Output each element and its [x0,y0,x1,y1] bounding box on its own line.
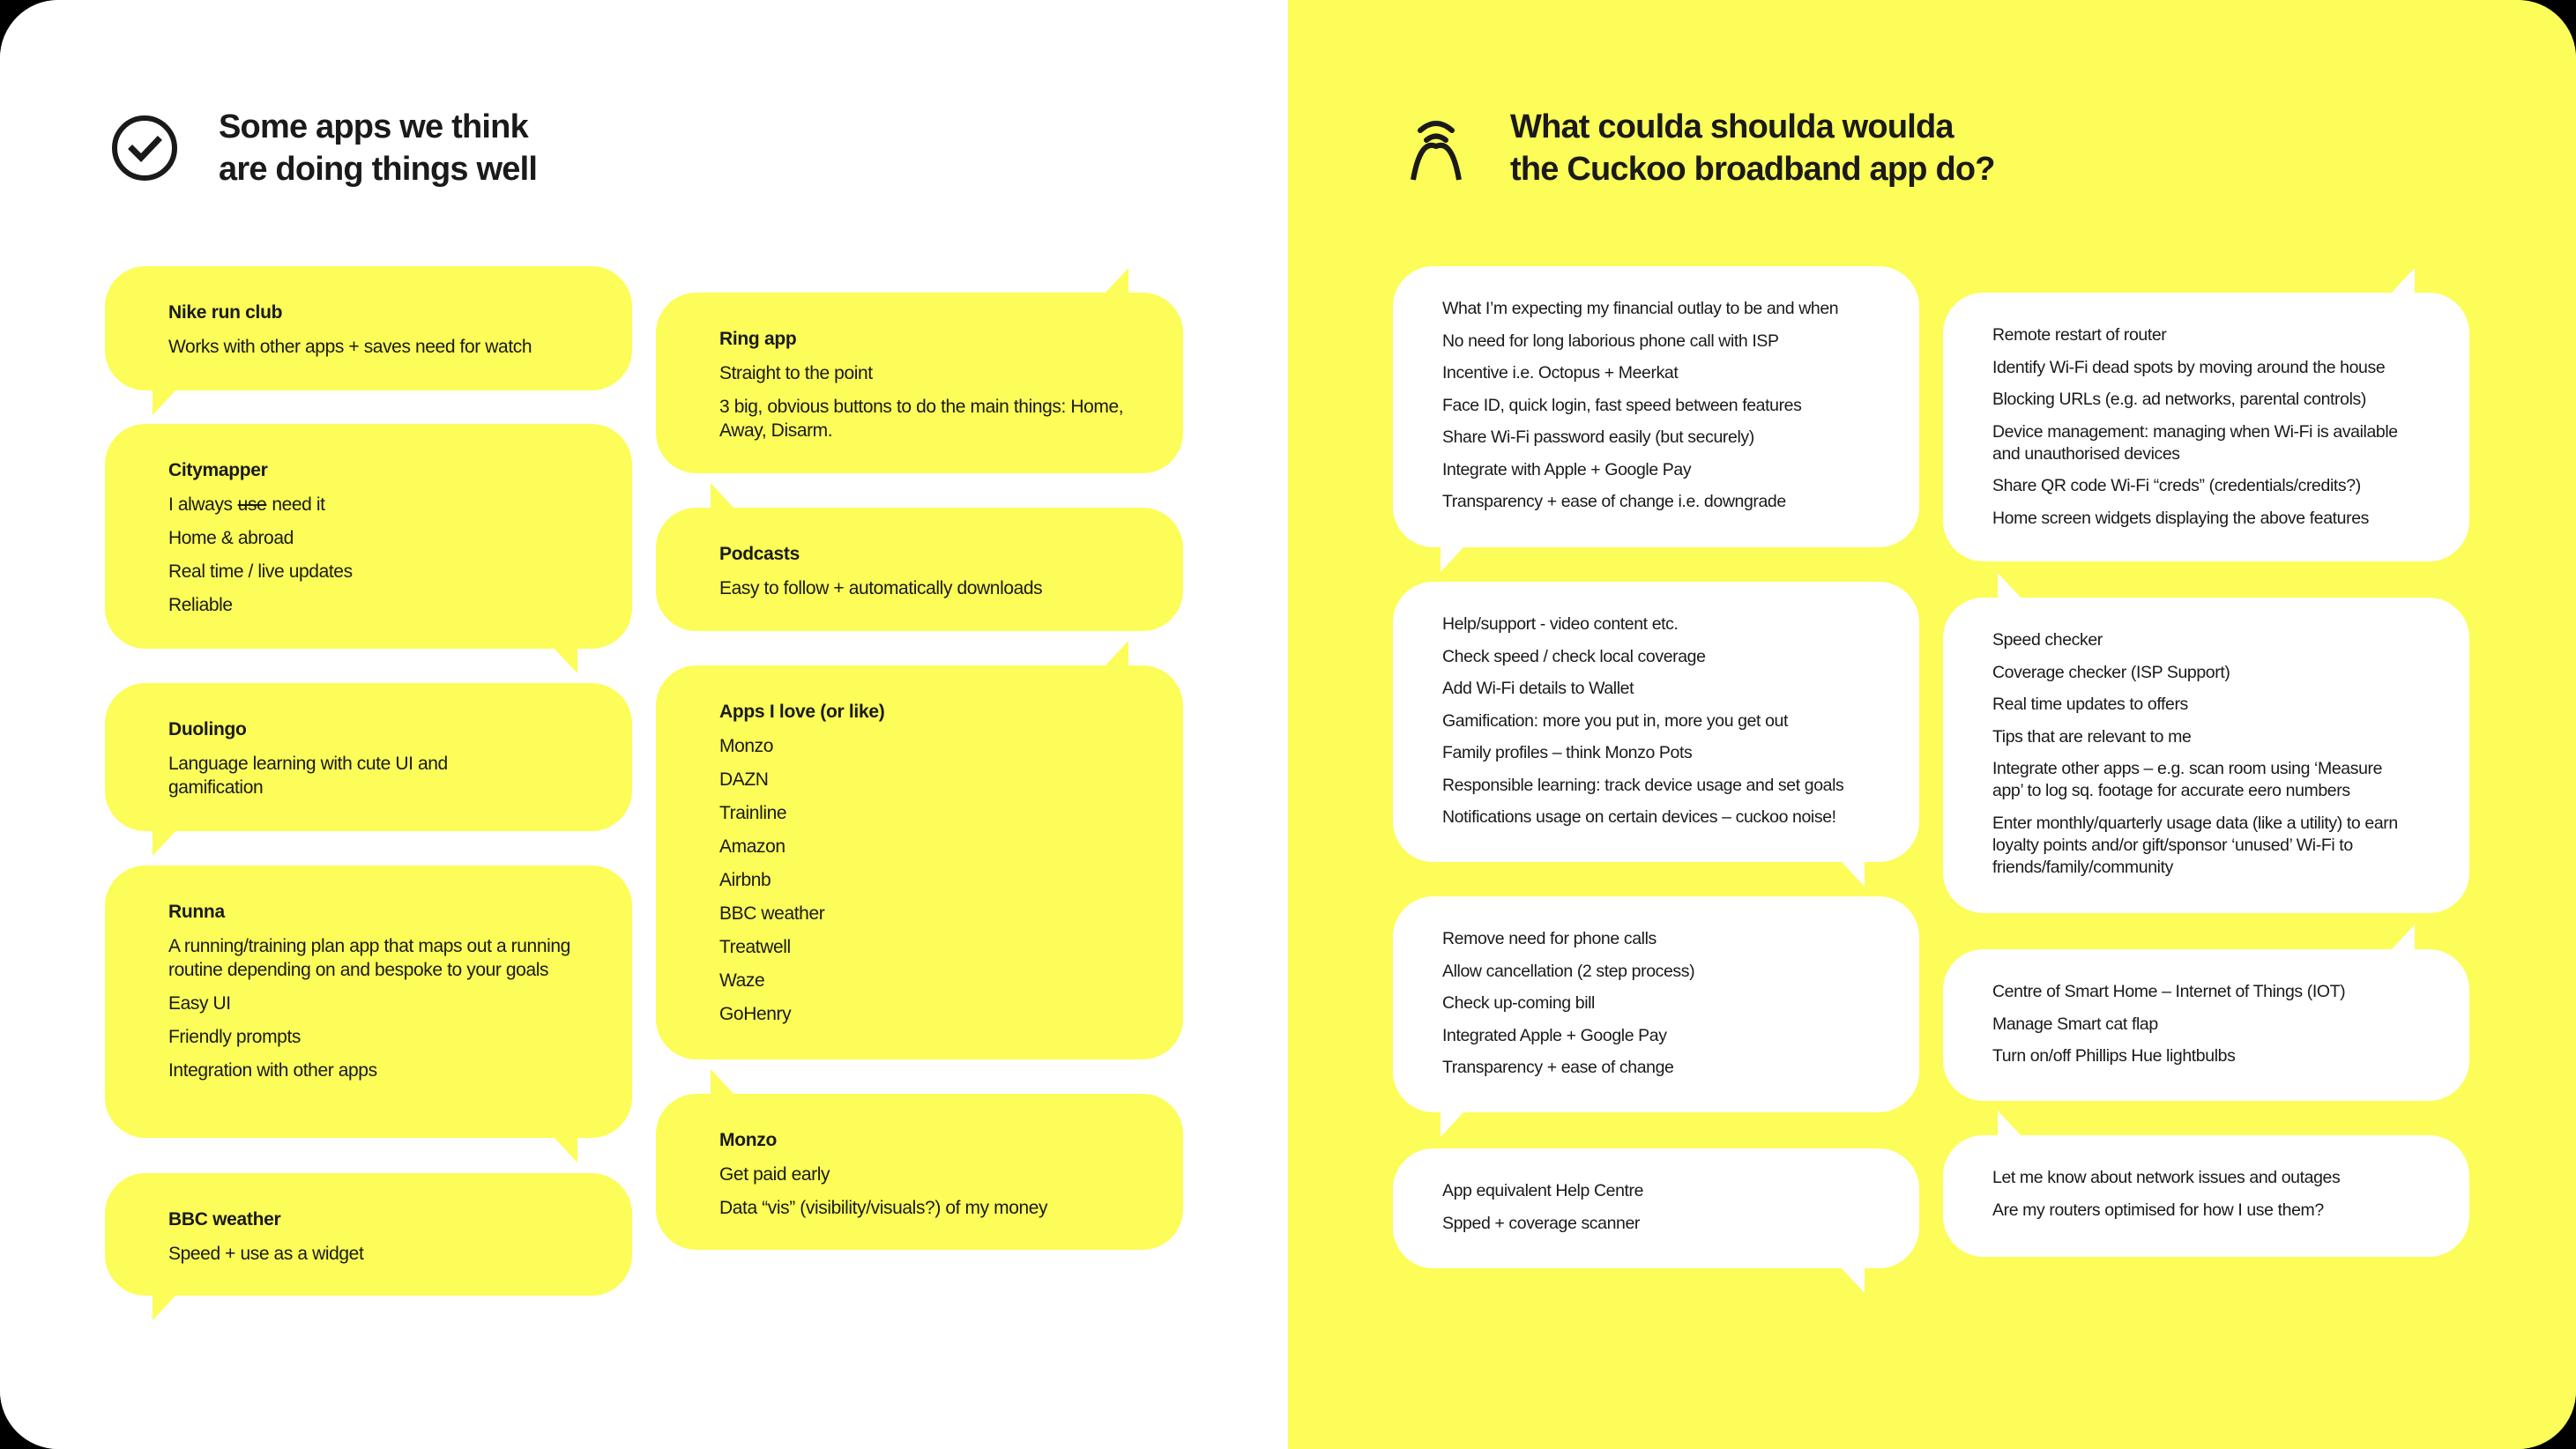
left-title-line-2: are doing things well [219,151,538,188]
idea-line: Integrated Apple + Google Pay [1442,1025,1667,1045]
bubble-bbc-weather [105,1173,632,1296]
bubble-heading: Runna [168,902,225,922]
bubble-heading: Monzo [719,1130,777,1150]
app-list-item: DAZN [719,769,769,790]
idea-bubble-6 [1943,598,2469,913]
idea-line: Allow cancellation (2 step process) [1442,961,1695,981]
idea-line: Home screen widgets displaying the above features [1992,508,2369,528]
idea-line: Blocking URLs (e.g. ad networks, parental controls) [1992,390,2366,409]
bubble-line: A running/training plan app that maps out a running routine depending on and bespoke to your goals [168,936,570,980]
idea-line: Tips that are relevant to me [1992,726,2192,747]
idea-line: Centre of Smart Home – Internet of Things (IOT) [1992,982,2346,1001]
idea-line: Share Wi-Fi password easily (but securely) [1442,427,1754,447]
bubble-line: Easy to follow + automatically downloads [719,578,1043,598]
bubble-ring-app [656,293,1183,473]
app-list-item: Amazon [719,836,785,857]
idea-line: Family profiles – think Monzo Pots [1442,743,1693,762]
bubble-tail [1104,268,1128,294]
app-list-item: Monzo [719,736,774,756]
app-list-item: BBC weather [719,903,825,924]
app-list-item: Trainline [719,803,787,823]
bubble-line: Data “vis” (visibility/visuals?) of my money [719,1198,1048,1218]
right-title-line-2: the Cuckoo broadband app do? [1510,151,1995,188]
idea-line: Add Wi-Fi details to Wallet [1442,679,1634,698]
bubble-line [168,493,597,516]
check-circle-icon [109,113,180,183]
bubble-line: Speed + use as a widget [168,1244,364,1264]
idea-line: Remove need for phone calls [1442,929,1657,948]
idea-line: Integrate with Apple + Google Pay [1442,459,1692,479]
bubble-monzo [656,1094,1183,1250]
idea-line: Real time updates to offers [1992,695,2188,714]
right-title [1510,106,1995,190]
idea-bubble-8 [1943,1135,2469,1257]
idea-line: Check speed / check local coverage [1442,646,1706,666]
bubble-nike-run-club [105,266,632,390]
idea-line: Integrate other apps – e.g. scan room using ‘Measure app’ to log sq. footage for accurate eero numbers [1992,759,2383,800]
idea-line: Identify Wi-Fi dead spots by moving around the house [1992,357,2386,377]
idea-bubble-2 [1393,582,1919,862]
idea-line: Manage Smart cat flap [1992,1014,2158,1034]
bubble-tail [553,1136,577,1163]
bubble-tail [711,483,735,509]
bubble-runna [105,866,632,1138]
bubble-podcasts [656,508,1183,631]
bubble-tail [1104,641,1128,667]
bubble-tail [711,1069,735,1096]
idea-line: Turn on/off Phillips Hue lightbulbs [1992,1046,2236,1066]
right-header [1401,106,1995,190]
bubble-tail [153,389,177,415]
bubble-line: Integration with other apps [168,1060,377,1081]
app-list-item: Airbnb [719,870,771,890]
bubble-line: Real time / live updates [168,561,353,582]
right-title-line-1: What coulda shoulda woulda [1510,108,1954,145]
idea-line: No need for long laborious phone call with ISP [1442,331,1779,351]
bubble-line: Works with other apps + saves need for watch [168,337,532,357]
bubble-heading: Citymapper [168,460,268,480]
bubble-heading: Duolingo [168,719,247,739]
bubble-tail [1998,573,2022,599]
app-list-item: Waze [719,970,765,991]
idea-bubble-1 [1393,266,1919,547]
struck-text: use [237,494,267,515]
idea-line: Let me know about network issues and outages [1992,1168,2341,1187]
bubble-tail [1840,860,1865,887]
bubble-heading: Podcasts [719,544,800,564]
bubble-heading: Nike run club [168,302,283,323]
left-header [109,106,537,190]
bubble-line: Home & abroad [168,528,294,548]
idea-line: Speed checker [1992,630,2103,650]
bubble-tail [1840,1267,1865,1293]
idea-line: Device management: managing when Wi-Fi is available and unauthorised devices [1992,421,2398,464]
bubble-tail [2390,268,2415,294]
bubble-heading: Apps I love (or like) [719,702,885,722]
idea-line: Help/support - video content etc. [1442,614,1679,634]
idea-line: Incentive i.e. Octopus + Meerkat [1442,363,1679,383]
bubble-tail [1998,1111,2022,1137]
bubble-heading: Ring app [719,329,797,349]
bubble-tail [1441,546,1465,572]
idea-line: What I’m expecting my financial outlay to be and when [1442,299,1839,318]
idea-line: Are my routers optimised for how I use them? [1992,1200,2324,1220]
app-list-item: Treatwell [719,937,791,957]
idea-line: Remote restart of router [1992,325,2167,345]
idea-bubble-7 [1943,949,2469,1101]
idea-line: Spped + coverage scanner [1442,1213,1641,1233]
bubble-duolingo [105,683,632,831]
bubble-line: Straight to the point [719,363,873,383]
idea-line: Transparency + ease of change i.e. downgrade [1442,492,1786,511]
bubble-tail [153,1294,177,1320]
idea-line: Enter monthly/quarterly usage data (like a utility) to earn loyalty points and/or gift/sponsor ‘unused’ Wi-Fi to friends/family/community [1992,813,2398,877]
left-title [219,106,537,190]
idea-line: Face ID, quick login, fast speed between features [1442,395,1802,415]
idea-line: Check up-coming bill [1442,993,1595,1013]
right-panel [1288,0,2576,1449]
text-before: I always [168,494,233,515]
cuckoo-wifi-arch-icon [1401,113,1471,183]
bubble-line: Friendly prompts [168,1027,301,1047]
idea-bubble-4 [1393,1148,1919,1268]
bubble-tail [553,647,577,673]
bubble-citymapper [105,424,632,649]
idea-bubble-3 [1393,896,1919,1112]
bubble-line: Language learning with cute UI and gamification [168,754,448,798]
bubble-heading: BBC weather [168,1209,281,1230]
bubble-tail [153,829,177,856]
bubble-tail [2390,925,2415,951]
text-after: need it [272,494,325,515]
idea-line: Responsible learning: track device usage and set goals [1442,775,1844,795]
bubble-line: Reliable [168,595,233,615]
bubble-apps-i-love [656,665,1183,1059]
idea-line: Coverage checker (ISP Support) [1992,662,2230,682]
idea-line: Transparency + ease of change [1442,1058,1674,1077]
bubble-line: Get paid early [719,1164,830,1185]
idea-line: Share QR code Wi-Fi “creds” (credentials/credits?) [1992,476,2361,495]
idea-bubble-5 [1943,293,2469,561]
bubble-line: Easy UI [168,993,231,1014]
app-list-item: GoHenry [719,1004,792,1024]
idea-line: App equivalent Help Centre [1442,1181,1644,1200]
idea-line: Notifications usage on certain devices – cuckoo noise! [1442,807,1836,827]
bubble-line: 3 big, obvious buttons to do the main things: Home, Away, Disarm. [719,397,1124,441]
left-title-line-1: Some apps we think [219,108,528,145]
bubble-tail [1441,1111,1465,1137]
idea-line: Gamification: more you put in, more you get out [1442,710,1788,731]
